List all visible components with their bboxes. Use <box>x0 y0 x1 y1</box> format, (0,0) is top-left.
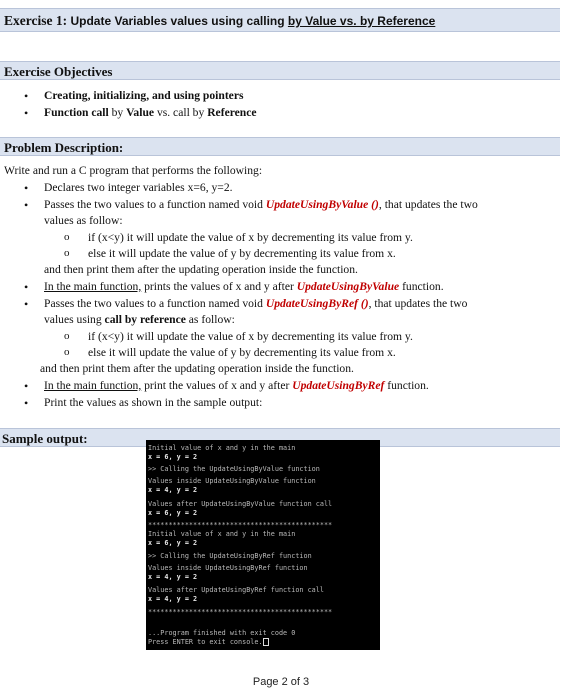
function-name-update-by-value-2: UpdateUsingByValue <box>296 280 400 293</box>
cursor-icon <box>263 638 269 646</box>
console-line: >> Calling the UpdateUsingByValue function <box>148 465 320 473</box>
problem-bullet-5-a: print the values of x and y after <box>141 379 293 392</box>
bullet-icon: • <box>24 379 29 393</box>
circle-bullet-icon: o <box>64 346 70 358</box>
objective-item-2-c: Value <box>126 106 155 119</box>
exercise-title-underlined: by Value vs. by Reference <box>287 14 436 28</box>
console-line: ...Program finished with exit code 0 <box>148 629 296 637</box>
console-line: Values inside UpdateUsingByValue function <box>148 477 316 485</box>
problem-bullet-3-ul: In the main function, <box>44 280 142 293</box>
console-line-last <box>148 638 269 647</box>
problem-bullet-2 <box>44 198 478 211</box>
console-output <box>146 440 380 650</box>
problem-bullet-4-d: as follow: <box>185 313 235 326</box>
circle-bullet-icon: o <box>64 247 70 259</box>
console-line: x = 6, y = 2 <box>148 509 198 517</box>
problem-intro: Write and run a C program that performs the following: <box>4 164 263 177</box>
problem-heading <box>0 137 560 156</box>
console-line: >> Calling the UpdateUsingByRef function <box>148 552 312 560</box>
problem-bullet-1: Declares two integer variables x=6, y=2. <box>44 181 233 194</box>
problem-bullet-2-a: Passes the two values to a function named void <box>44 198 266 211</box>
objective-item-2-b: by <box>108 106 127 119</box>
function-name-update-by-value: UpdateUsingByValue () <box>265 198 379 211</box>
problem-bullet-4-sub-1: if (x<y) it will update the value of x by decrementing its value from y. <box>88 330 413 343</box>
problem-bullet-2-after: and then print them after the updating operation inside the function. <box>44 263 358 276</box>
objective-item-1: Creating, initializing, and using pointers <box>44 89 244 102</box>
problem-bullet-5-b: function. <box>384 379 429 392</box>
circle-bullet-icon: o <box>64 330 70 342</box>
console-line-text: Press ENTER to exit console. <box>148 638 263 646</box>
console-line: x = 4, y = 2 <box>148 573 198 581</box>
console-line: Initial value of x and y in the main <box>148 444 296 452</box>
bullet-icon: • <box>24 106 29 120</box>
problem-bullet-4-c: values using <box>44 313 105 326</box>
exercise-title-middle: Update Variables values using calling <box>70 14 288 28</box>
console-line: Values after UpdateUsingByValue function call <box>148 500 333 508</box>
bullet-icon: • <box>24 297 29 311</box>
function-name-update-by-ref-2: UpdateUsingByRef <box>292 379 385 392</box>
console-line: x = 6, y = 2 <box>148 453 198 461</box>
problem-bullet-4-cont <box>44 313 235 326</box>
objectives-heading-text: Exercise Objectives <box>4 64 113 79</box>
objectives-heading <box>0 61 560 80</box>
console-line: x = 4, y = 2 <box>148 486 198 494</box>
console-line: ********************************************* <box>148 608 333 616</box>
sample-output-heading-text: Sample output: <box>2 431 88 446</box>
problem-bullet-3-a: prints the values of x and y after <box>141 280 297 293</box>
problem-bullet-3 <box>44 280 444 293</box>
problem-heading-text: Problem Description: <box>4 140 124 155</box>
bullet-icon: • <box>24 181 29 195</box>
problem-bullet-2-b: , that updates the two <box>378 198 478 211</box>
bullet-icon: • <box>24 89 29 103</box>
console-line: x = 6, y = 2 <box>148 539 198 547</box>
problem-bullet-4-after: and then print them after the updating operation inside the function. <box>40 362 354 375</box>
objective-item-2-e: Reference <box>207 106 257 119</box>
exercise-title-bar <box>0 8 560 32</box>
page-number: Page 2 of 3 <box>252 676 310 688</box>
console-line: x = 4, y = 2 <box>148 595 198 603</box>
objective-item-2-d: vs. call by <box>154 106 208 119</box>
console-line: Values inside UpdateUsingByRef function <box>148 564 308 572</box>
problem-bullet-6: Print the values as shown in the sample output: <box>44 396 263 409</box>
problem-bullet-4 <box>44 297 467 310</box>
bullet-icon: • <box>24 280 29 294</box>
circle-bullet-icon: o <box>64 231 70 243</box>
problem-bullet-4-bold: call by reference <box>104 313 186 326</box>
problem-bullet-3-b: function. <box>399 280 444 293</box>
problem-bullet-4-a: Passes the two values to a function named void <box>44 297 266 310</box>
problem-bullet-5-ul: In the main function, <box>44 379 142 392</box>
problem-bullet-4-sub-2: else it will update the value of y by decrementing its value from x. <box>88 346 396 359</box>
console-line: Values after UpdateUsingByRef function call <box>148 586 324 594</box>
objective-item-2-a: Function call <box>44 106 109 119</box>
problem-bullet-2-sub-2: else it will update the value of y by decrementing its value from x. <box>88 247 396 260</box>
problem-bullet-5 <box>44 379 429 392</box>
bullet-icon: • <box>24 396 29 410</box>
bullet-icon: • <box>24 198 29 212</box>
objective-item-2 <box>44 106 257 119</box>
console-line: Initial value of x and y in the main <box>148 530 296 538</box>
problem-bullet-2-sub-1: if (x<y) it will update the value of x by decrementing its value from y. <box>88 231 413 244</box>
problem-bullet-4-b: , that updates the two <box>368 297 468 310</box>
console-line: ********************************************* <box>148 521 333 529</box>
exercise-title-prefix: Exercise 1: <box>4 13 71 28</box>
problem-bullet-2-cont: values as follow: <box>44 214 123 227</box>
function-name-update-by-ref: UpdateUsingByRef () <box>265 297 369 310</box>
